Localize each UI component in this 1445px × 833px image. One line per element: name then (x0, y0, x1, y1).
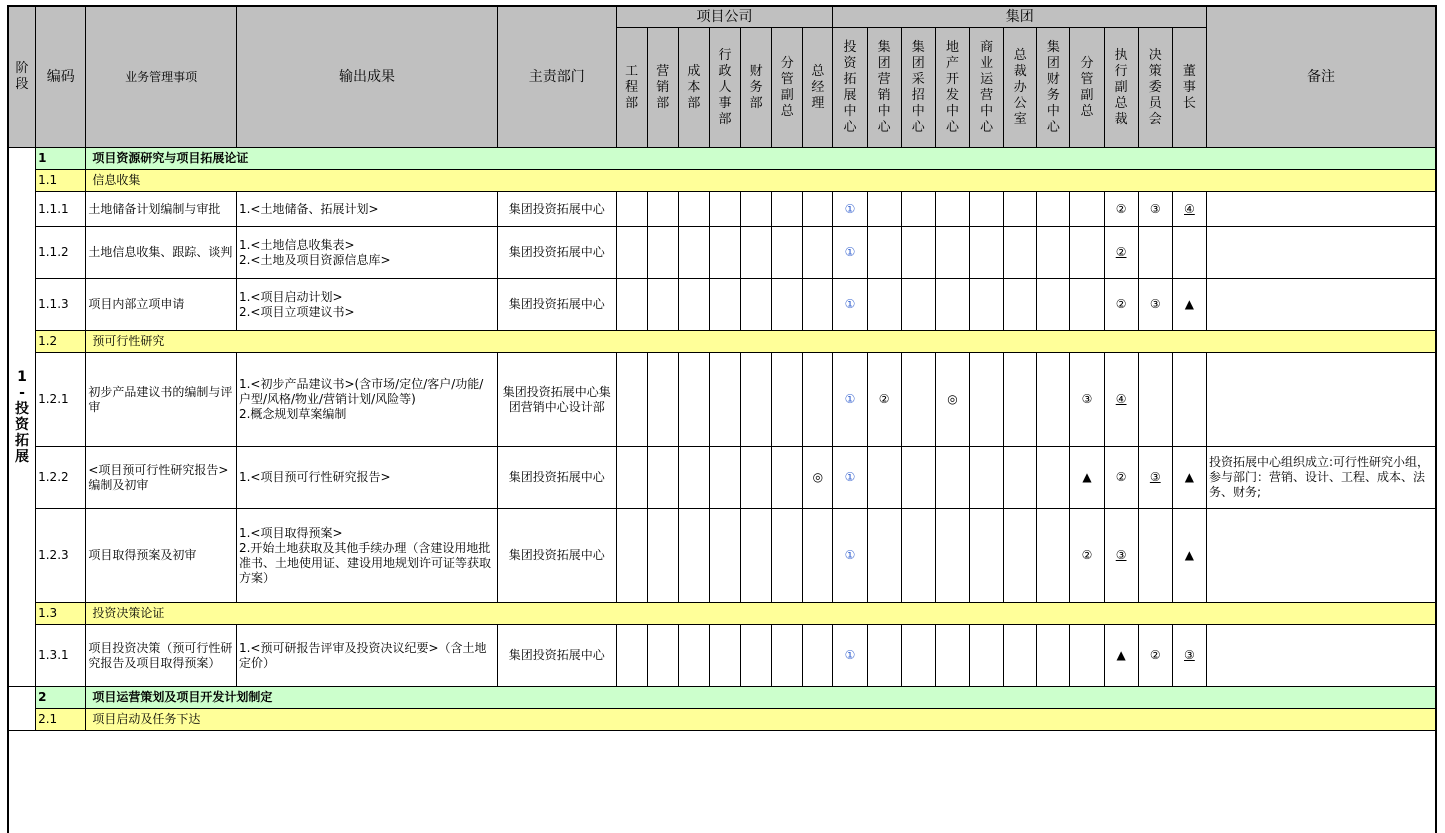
row-dept: 集团投资拓展中心 (498, 625, 616, 687)
role-mark-cell (1070, 625, 1104, 687)
role-mark-cell (867, 227, 901, 279)
role-mark-cell (616, 353, 647, 447)
section-code: 1.2 (36, 331, 86, 353)
role-mark-cell (616, 625, 647, 687)
header-note: 备注 (1206, 7, 1435, 148)
section-title: 项目启动及任务下达 (86, 709, 1436, 731)
header-group-company: 项目公司 (616, 7, 833, 28)
role-mark-cell (803, 227, 833, 279)
section-row (9, 170, 1436, 192)
row-code: 1.2.3 (36, 509, 86, 603)
role-mark-cell (970, 353, 1004, 447)
section-row (9, 148, 1436, 170)
role-mark-cell: ◎ (803, 447, 833, 509)
role-mark-cell: ▲ (1172, 447, 1206, 509)
role-mark-cell: ② (867, 353, 901, 447)
row-code: 1.1.2 (36, 227, 86, 279)
header-code: 编码 (36, 7, 86, 148)
role-mark-cell (647, 192, 678, 227)
role-mark-cell (901, 509, 935, 603)
role-mark-cell (647, 279, 678, 331)
role-mark-cell (935, 509, 969, 603)
row-output: 1.<预可研报告评审及投资决议纪要>（含土地定价） (236, 625, 497, 687)
row-output: 1.<项目启动计划> 2.<项目立项建议书> (236, 279, 497, 331)
row-item: 初步产品建议书的编制与评审 (86, 353, 237, 447)
role-mark-cell (647, 353, 678, 447)
role-mark-cell (772, 279, 803, 331)
role-mark-cell (616, 447, 647, 509)
section-row (9, 331, 1436, 353)
role-mark-cell: ▲ (1172, 509, 1206, 603)
role-mark-cell: ① (833, 353, 867, 447)
role-mark-cell (678, 625, 709, 687)
row-code: 1.1.3 (36, 279, 86, 331)
role-mark-cell (1138, 509, 1172, 603)
role-mark-cell (970, 447, 1004, 509)
role-mark-cell: ① (833, 227, 867, 279)
header-corp-col: 投资拓展中心 (833, 28, 867, 148)
row-dept: 集团投资拓展中心 (498, 279, 616, 331)
row-output: 1.<初步产品建议书>(含市场/定位/客户/功能/户型/风格/物业/营销计划/风险等) 2.概念规划草案编制 (236, 353, 497, 447)
role-mark-cell (647, 509, 678, 603)
role-mark-cell (970, 509, 1004, 603)
header-corp-col: 执行副总裁 (1104, 28, 1138, 148)
role-mark-cell (616, 192, 647, 227)
table-row (9, 625, 1436, 687)
role-mark-cell (647, 625, 678, 687)
row-note (1206, 625, 1435, 687)
row-code: 1.3.1 (36, 625, 86, 687)
role-mark-cell (901, 447, 935, 509)
row-output: 1.<项目预可行性研究报告> (236, 447, 497, 509)
header-company-col: 成本部 (678, 28, 709, 148)
role-mark-cell (970, 227, 1004, 279)
role-mark-cell (1138, 227, 1172, 279)
row-dept: 集团投资拓展中心 (498, 447, 616, 509)
role-mark-cell (935, 192, 969, 227)
role-mark-cell (741, 227, 772, 279)
header-corp-col: 商业运营中心 (970, 28, 1004, 148)
role-mark-cell: ② (1070, 509, 1104, 603)
role-mark-cell (772, 353, 803, 447)
row-dept: 集团投资拓展中心 (498, 192, 616, 227)
role-mark-cell (901, 279, 935, 331)
responsibility-matrix (8, 6, 1436, 731)
row-item: <项目预可行性研究报告>编制及初审 (86, 447, 237, 509)
section-code: 2 (36, 687, 86, 709)
role-mark-cell (1172, 227, 1206, 279)
role-mark-cell (867, 509, 901, 603)
role-mark-cell: ▲ (1070, 447, 1104, 509)
row-output: 1.<土地信息收集表> 2.<土地及项目资源信息库> (236, 227, 497, 279)
role-mark-cell (803, 353, 833, 447)
role-mark-cell (867, 279, 901, 331)
header-corp-col: 董事长 (1172, 28, 1206, 148)
role-mark-cell (1004, 447, 1037, 509)
role-mark-cell (1070, 227, 1104, 279)
role-mark-cell (741, 509, 772, 603)
header-company-col: 营销部 (647, 28, 678, 148)
role-mark-cell (772, 625, 803, 687)
role-mark-cell (1070, 279, 1104, 331)
header-company-col: 工程部 (616, 28, 647, 148)
role-mark-cell (1004, 279, 1037, 331)
role-mark-cell: ② (1104, 447, 1138, 509)
role-mark-cell (901, 625, 935, 687)
role-mark-cell (1172, 353, 1206, 447)
role-mark-cell (741, 447, 772, 509)
role-mark-cell: ② (1138, 625, 1172, 687)
section-title: 投资决策论证 (86, 603, 1436, 625)
role-mark-cell (1037, 509, 1070, 603)
role-mark-cell: ① (833, 447, 867, 509)
role-mark-cell (970, 192, 1004, 227)
row-output: 1.<土地储备、拓展计划> (236, 192, 497, 227)
role-mark-cell (1004, 509, 1037, 603)
table-row (9, 227, 1436, 279)
role-mark-cell (741, 192, 772, 227)
role-mark-cell (935, 279, 969, 331)
role-mark-cell (1037, 625, 1070, 687)
section-title: 预可行性研究 (86, 331, 1436, 353)
section-title: 项目资源研究与项目拓展论证 (86, 148, 1436, 170)
role-mark-cell (678, 279, 709, 331)
row-output: 1.<项目取得预案> 2.开始土地获取及其他手续办理（含建设用地批准书、土地使用证、建设用地规划许可证等获取方案） (236, 509, 497, 603)
header-corp-col: 地产开发中心 (935, 28, 969, 148)
header-company-col: 分管副总 (772, 28, 803, 148)
role-mark-cell (678, 192, 709, 227)
role-mark-cell (1037, 353, 1070, 447)
header-dept: 主责部门 (498, 7, 616, 148)
row-note (1206, 279, 1435, 331)
row-code: 1.2.2 (36, 447, 86, 509)
section-code: 1.1 (36, 170, 86, 192)
header-group-corp: 集团 (833, 7, 1207, 28)
role-mark-cell: ◎ (935, 353, 969, 447)
header-company-col: 财务部 (741, 28, 772, 148)
role-mark-cell (678, 353, 709, 447)
role-mark-cell (647, 447, 678, 509)
row-item: 项目投资决策（预可行性研究报告及项目取得预案） (86, 625, 237, 687)
header-output: 输出成果 (236, 7, 497, 148)
role-mark-cell (901, 192, 935, 227)
role-mark-cell (647, 227, 678, 279)
role-mark-cell (1004, 227, 1037, 279)
role-mark-cell (803, 279, 833, 331)
role-mark-cell (741, 353, 772, 447)
row-note (1206, 509, 1435, 603)
row-item: 土地储备计划编制与审批 (86, 192, 237, 227)
role-mark-cell (709, 192, 740, 227)
row-item: 土地信息收集、跟踪、谈判 (86, 227, 237, 279)
row-item: 项目内部立项申请 (86, 279, 237, 331)
role-mark-cell (970, 279, 1004, 331)
role-mark-cell (1004, 192, 1037, 227)
role-mark-cell: ③ (1138, 192, 1172, 227)
role-mark-cell (772, 447, 803, 509)
row-note: 投资拓展中心组织成立:可行性研究小组，参与部门：营销、设计、工程、成本、法务、财务; (1206, 447, 1435, 509)
role-mark-cell: ① (833, 279, 867, 331)
role-mark-cell (1037, 192, 1070, 227)
role-mark-cell: ① (833, 192, 867, 227)
role-mark-cell (709, 279, 740, 331)
row-code: 1.1.1 (36, 192, 86, 227)
section-code: 1 (36, 148, 86, 170)
header-corp-col: 集团财务中心 (1037, 28, 1070, 148)
row-code: 1.2.1 (36, 353, 86, 447)
role-mark-cell (709, 353, 740, 447)
row-dept: 集团投资拓展中心 (498, 227, 616, 279)
role-mark-cell (678, 509, 709, 603)
role-mark-cell: ④ (1104, 353, 1138, 447)
table-row (9, 192, 1436, 227)
role-mark-cell (803, 625, 833, 687)
header-stage: 阶段 (9, 7, 36, 148)
role-mark-cell: ③ (1138, 447, 1172, 509)
role-mark-cell (709, 509, 740, 603)
role-mark-cell (867, 447, 901, 509)
row-dept: 集团投资拓展中心集团营销中心设计部 (498, 353, 616, 447)
role-mark-cell (803, 509, 833, 603)
role-mark-cell (803, 192, 833, 227)
role-mark-cell: ④ (1172, 192, 1206, 227)
role-mark-cell: ③ (1172, 625, 1206, 687)
role-mark-cell (970, 625, 1004, 687)
role-mark-cell: ③ (1104, 509, 1138, 603)
role-mark-cell: ① (833, 509, 867, 603)
role-mark-cell (901, 353, 935, 447)
section-row (9, 709, 1436, 731)
role-mark-cell (616, 279, 647, 331)
section-code: 2.1 (36, 709, 86, 731)
role-mark-cell (1037, 447, 1070, 509)
section-row (9, 603, 1436, 625)
row-item: 项目取得预案及初审 (86, 509, 237, 603)
role-mark-cell (709, 625, 740, 687)
role-mark-cell (1004, 353, 1037, 447)
section-title: 项目运营策划及项目开发计划制定 (86, 687, 1436, 709)
header-corp-col: 决策委员会 (1138, 28, 1172, 148)
section-row (9, 687, 1436, 709)
role-mark-cell (709, 227, 740, 279)
role-mark-cell: ② (1104, 227, 1138, 279)
role-mark-cell (741, 279, 772, 331)
row-dept: 集团投资拓展中心 (498, 509, 616, 603)
role-mark-cell: ▲ (1104, 625, 1138, 687)
row-note (1206, 353, 1435, 447)
role-mark-cell (867, 625, 901, 687)
role-mark-cell (772, 509, 803, 603)
role-mark-cell (935, 227, 969, 279)
role-mark-cell (1037, 279, 1070, 331)
role-mark-cell: ① (833, 625, 867, 687)
role-mark-cell: ② (1104, 279, 1138, 331)
header-corp-col: 集团营销中心 (867, 28, 901, 148)
role-mark-cell (678, 447, 709, 509)
role-mark-cell (709, 447, 740, 509)
stage-label-2 (9, 687, 36, 731)
role-mark-cell (741, 625, 772, 687)
role-mark-cell: ③ (1070, 353, 1104, 447)
header-corp-col: 总裁办公室 (1004, 28, 1037, 148)
header-company-col: 行政人事部 (709, 28, 740, 148)
role-mark-cell (616, 509, 647, 603)
row-note (1206, 192, 1435, 227)
header-corp-col: 分管副总 (1070, 28, 1104, 148)
role-mark-cell (867, 192, 901, 227)
role-mark-cell: ② (1104, 192, 1138, 227)
stage-label: 1-投资拓展 (9, 148, 36, 687)
row-note (1206, 227, 1435, 279)
role-mark-cell (1070, 192, 1104, 227)
table-row (9, 279, 1436, 331)
role-mark-cell (678, 227, 709, 279)
header-corp-col: 集团采招中心 (901, 28, 935, 148)
header-company-col: 总经理 (803, 28, 833, 148)
section-title: 信息收集 (86, 170, 1436, 192)
table-row (9, 353, 1436, 447)
role-mark-cell: ③ (1138, 279, 1172, 331)
table-row (9, 509, 1436, 603)
role-mark-cell (1004, 625, 1037, 687)
table-row (9, 447, 1436, 509)
role-mark-cell (772, 227, 803, 279)
role-mark-cell (616, 227, 647, 279)
role-mark-cell (901, 227, 935, 279)
role-mark-cell (935, 447, 969, 509)
role-mark-cell (1037, 227, 1070, 279)
role-mark-cell (772, 192, 803, 227)
role-mark-cell (935, 625, 969, 687)
section-code: 1.3 (36, 603, 86, 625)
role-mark-cell: ▲ (1172, 279, 1206, 331)
role-mark-cell (1138, 353, 1172, 447)
header-item: 业务管理事项 (86, 7, 237, 148)
